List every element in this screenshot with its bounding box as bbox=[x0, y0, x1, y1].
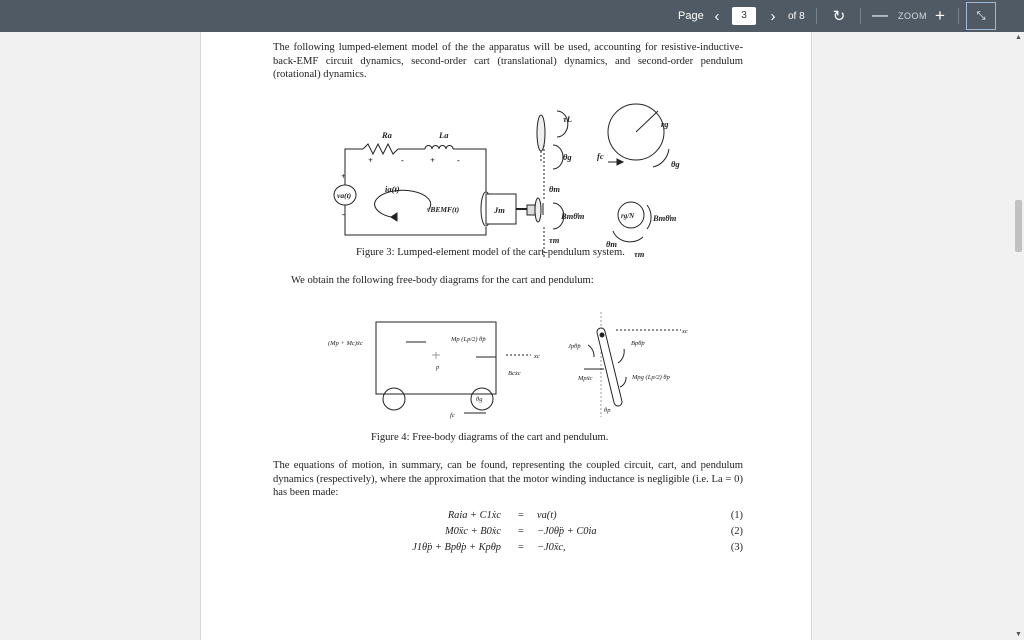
eq-equals: = bbox=[518, 542, 524, 553]
circuit-wire bbox=[345, 205, 486, 235]
page-number-input[interactable]: 3 bbox=[732, 7, 756, 25]
current-loop-arrow bbox=[375, 190, 431, 217]
collapse-icon: ⤡ bbox=[976, 9, 986, 22]
fit-page-button[interactable] bbox=[966, 2, 996, 30]
label-theta-g-right: θg bbox=[671, 159, 680, 169]
pendulum-pivot bbox=[600, 333, 604, 337]
previous-page-button[interactable] bbox=[710, 0, 724, 32]
sign-minus: - bbox=[342, 209, 345, 219]
label-theta-p: θp bbox=[604, 407, 611, 414]
inductor-la bbox=[425, 146, 453, 150]
label-ia: ia(t) bbox=[385, 184, 400, 194]
eq-number: (1) bbox=[730, 510, 743, 521]
vertical-scrollbar[interactable] bbox=[1013, 32, 1024, 640]
scrollbar-thumb[interactable] bbox=[1015, 200, 1022, 252]
label-jm: Jm bbox=[494, 205, 505, 215]
theta-g-arrow bbox=[553, 145, 563, 169]
equation-2 bbox=[201, 526, 813, 542]
sign-plus: + bbox=[368, 155, 373, 165]
eq-equals: = bbox=[518, 526, 524, 537]
equation-3 bbox=[201, 542, 813, 558]
sign-minus: - bbox=[457, 155, 460, 165]
label-vbemf: vBEMF(t) bbox=[427, 205, 460, 214]
pendulum-rod bbox=[601, 332, 618, 402]
gear-disk-lower bbox=[535, 198, 541, 222]
gear-hub bbox=[527, 205, 535, 215]
label-cart-moment: Mp (Lp/2) θ̈p bbox=[451, 336, 486, 343]
theta-m-right-arrow bbox=[613, 231, 643, 242]
plus-icon: + bbox=[935, 6, 945, 25]
mpg-arrow bbox=[620, 377, 626, 387]
resistor-ra bbox=[363, 144, 398, 154]
label-theta-m-right: θm bbox=[606, 239, 618, 249]
chevron-left-icon: ‹ bbox=[714, 7, 720, 25]
pdf-page bbox=[200, 32, 812, 640]
pdf-toolbar bbox=[0, 0, 1024, 32]
eq-rhs: va(t) bbox=[537, 510, 557, 521]
scroll-down-icon[interactable]: ▼ bbox=[1015, 631, 1022, 638]
label-fc: fc bbox=[450, 412, 455, 419]
label-theta-g: θg bbox=[476, 396, 483, 403]
label-rg-over-n: rg/N bbox=[621, 212, 635, 220]
zoom-label: ZOOM bbox=[898, 11, 927, 21]
label-cart-inertia: (Mp + Mc)ẍc bbox=[328, 340, 363, 347]
jp-arrow bbox=[588, 345, 594, 357]
label-bm-theta-m-dot: Bmθ̇m bbox=[561, 211, 585, 221]
label-mpg: Mpg (Lp/2) θp bbox=[632, 374, 670, 381]
current-arrowhead bbox=[391, 213, 397, 221]
eq-lhs: M0ẍc + B0ẋc bbox=[444, 526, 501, 537]
circuit-wire bbox=[345, 149, 363, 185]
label-jp: Jpθ̈p bbox=[568, 343, 581, 350]
eq-equals: = bbox=[518, 510, 524, 521]
label-p: p bbox=[436, 364, 440, 371]
next-page-button[interactable] bbox=[766, 0, 780, 32]
label-fc: fc bbox=[597, 151, 604, 161]
label-mp-xc: Mpẍc bbox=[578, 375, 593, 382]
label-va: va(t) bbox=[337, 191, 352, 200]
label-tau-l: τL bbox=[563, 114, 572, 124]
page-count: of 8 bbox=[788, 10, 805, 22]
label-theta-m: θm bbox=[549, 184, 561, 194]
label-theta-g: θg bbox=[563, 152, 572, 162]
page-label: Page bbox=[678, 10, 704, 22]
figure-3-caption: Figure 3: Lumped-element model of the cart-pendulum system. bbox=[356, 247, 625, 258]
summary-paragraph: The equations of motion, in summary, can be found, representing the coupled circuit, cart, and pendulum dynamics (respectively), where the approximation that the motor winding inductance is negligible (i.e. La = 0) has been made: bbox=[273, 460, 743, 499]
eq-rhs: −J0ẍc, bbox=[537, 542, 566, 553]
label-xc-cart: xc bbox=[534, 353, 540, 360]
label-tau-m-right: τm bbox=[634, 249, 645, 259]
rotate-button[interactable] bbox=[828, 0, 850, 32]
label-xc-pend: xc bbox=[682, 328, 688, 335]
toolbar-divider bbox=[958, 8, 959, 24]
eq-rhs: −J0θ̈p + C0ia bbox=[537, 526, 597, 537]
eq-number: (3) bbox=[730, 542, 743, 553]
rotate-icon: ↻ bbox=[832, 8, 846, 25]
label-bc-xc-dot: Bcẋc bbox=[508, 370, 521, 377]
minus-icon: — bbox=[872, 7, 888, 24]
gear-disk-upper bbox=[537, 115, 545, 151]
equation-1 bbox=[201, 510, 813, 526]
figure-4-caption: Figure 4: Free-body diagrams of the cart and pendulum. bbox=[371, 432, 609, 443]
fc-arrowhead bbox=[617, 159, 623, 165]
eq-lhs: Raia + C1ẋc bbox=[447, 510, 501, 521]
toolbar-divider bbox=[816, 8, 817, 24]
label-bm-right: Bmθ̇m bbox=[653, 213, 677, 223]
intro-paragraph: The following lumped-element model of the the apparatus will be used, accounting for resistive-inductive-back-EMF circuit dynamics, second-order cart (translational) dynamics, and second-order pendulum (rotational) dynamics. bbox=[273, 42, 743, 81]
sign-minus: - bbox=[401, 155, 404, 165]
eq-lhs: J1θ̈p + Bpθ̇p + Kpθp bbox=[412, 542, 501, 553]
figure-4-diagram bbox=[326, 297, 706, 422]
label-tau-m: τm bbox=[549, 235, 560, 245]
figure-3-diagram bbox=[331, 97, 711, 267]
toolbar-divider bbox=[860, 8, 861, 24]
sign-plus: + bbox=[341, 171, 346, 181]
fbd-intro: We obtain the following free-body diagrams for the cart and pendulum: bbox=[291, 275, 594, 286]
cart-wheel-left bbox=[383, 388, 405, 410]
chevron-right-icon: › bbox=[770, 7, 776, 25]
zoom-in-button[interactable] bbox=[932, 0, 948, 32]
label-la: La bbox=[439, 130, 449, 140]
label-bp: Bpθ̇p bbox=[631, 340, 645, 347]
viewer-background bbox=[0, 32, 200, 640]
bp-arrow bbox=[618, 349, 624, 363]
label-ra: Ra bbox=[382, 130, 392, 140]
sign-plus: + bbox=[430, 155, 435, 165]
zoom-out-button[interactable] bbox=[872, 0, 888, 32]
bm-right-arrow bbox=[647, 205, 651, 229]
gear-radius bbox=[636, 111, 658, 132]
eq-number: (2) bbox=[730, 526, 743, 537]
label-rg: rg bbox=[661, 119, 669, 129]
scroll-up-icon[interactable]: ▲ bbox=[1015, 34, 1022, 41]
